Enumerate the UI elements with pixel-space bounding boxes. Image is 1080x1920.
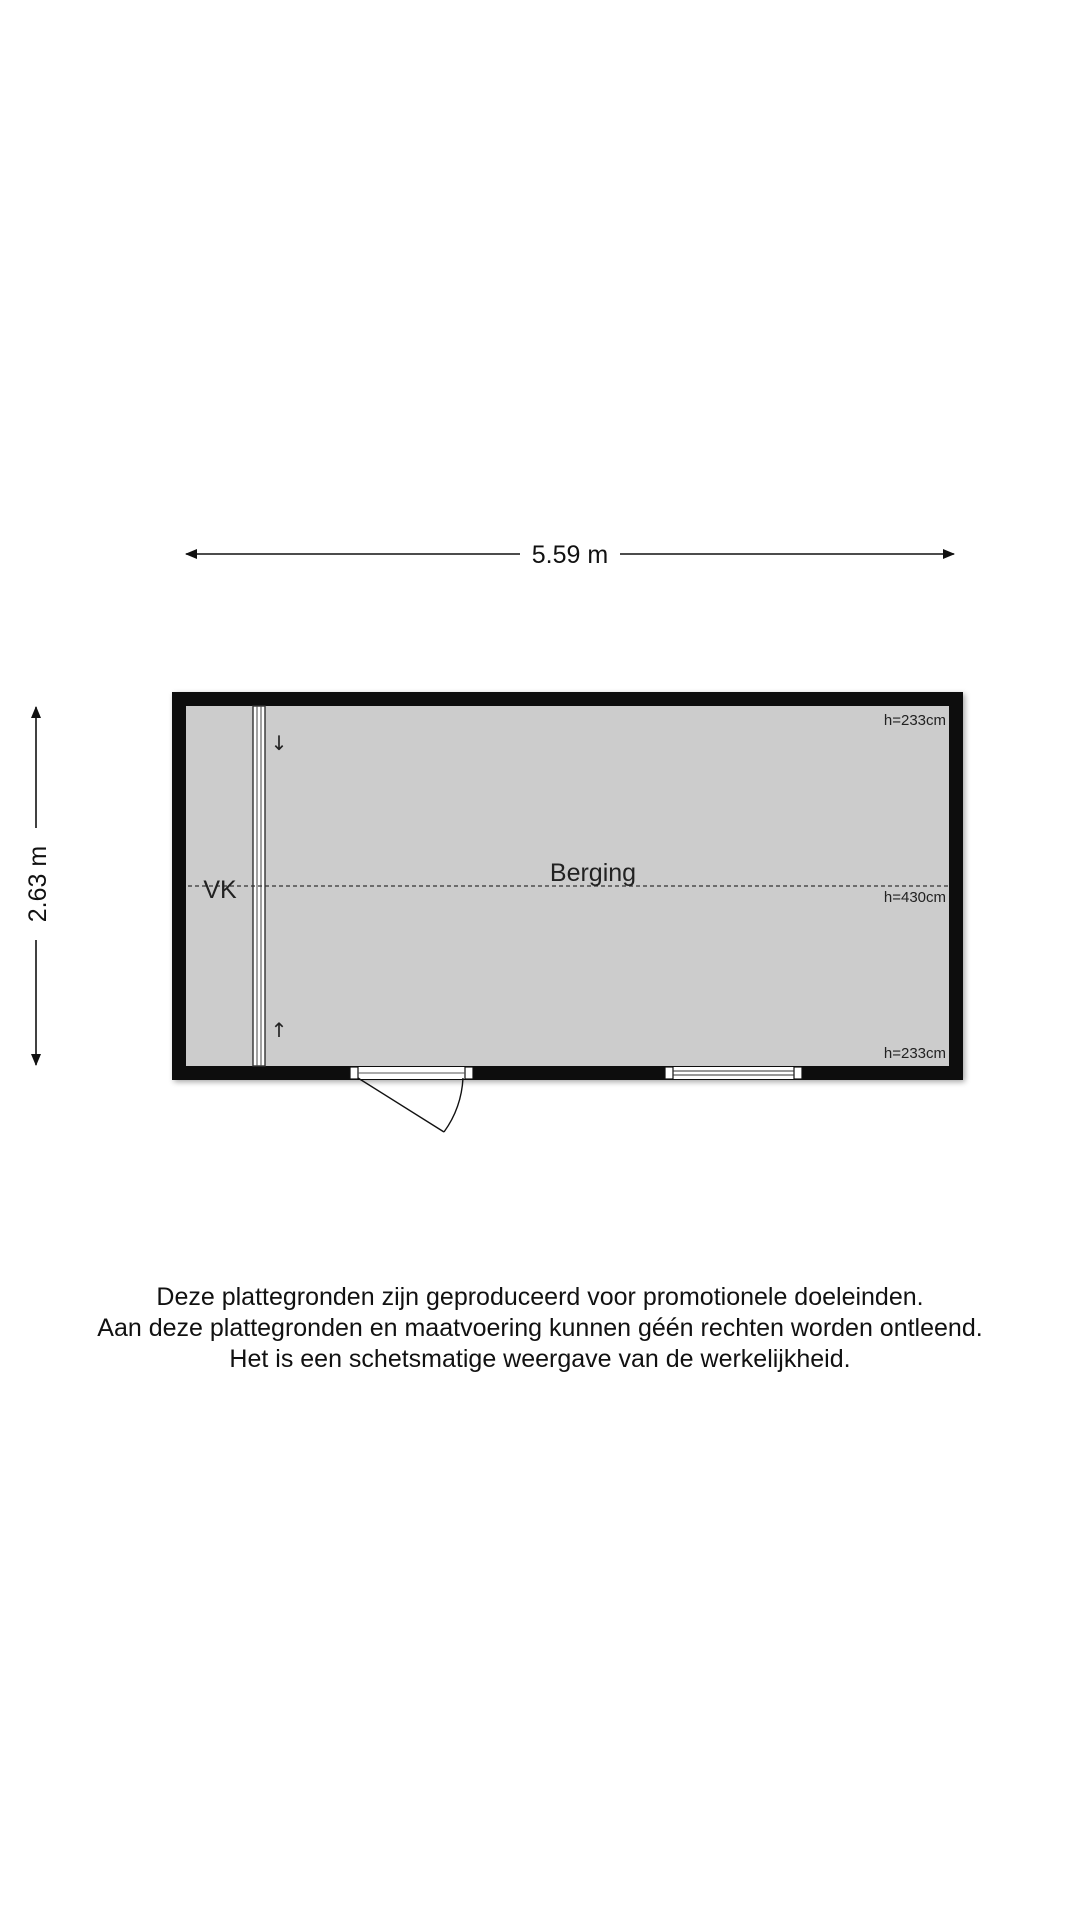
ceiling-height-top: h=233cm (883, 712, 946, 729)
window-jamb-left (665, 1067, 673, 1079)
door-jamb-left (350, 1067, 358, 1079)
width-dimension-label: 5.59 m (531, 541, 609, 569)
door (350, 1067, 473, 1132)
width-dimension (186, 541, 954, 569)
door-jamb-right (465, 1067, 473, 1079)
disclaimer-line-2: Aan deze plattegronden en maatvoering kunnen géén rechten worden ontleend. (97, 1314, 983, 1342)
door-leaf (358, 1078, 444, 1132)
room-label-berging: Berging (549, 859, 637, 887)
door-swing-arc (444, 1078, 463, 1132)
window (665, 1067, 802, 1079)
disclaimer-line-3: Het is een schetsmatige weergave van de werkelijkheid. (229, 1345, 851, 1373)
height-dimension-label: 2.63 m (24, 845, 52, 923)
disclaimer-text (40, 1282, 1040, 1375)
height-dimension (24, 707, 52, 1065)
ceiling-height-middle: h=430cm (883, 889, 946, 906)
disclaimer-line-1: Deze plattegronden zijn geproduceerd voor promotionele doeleinden. (156, 1283, 924, 1311)
ceiling-height-bottom: h=233cm (883, 1045, 946, 1062)
stair-arrow-down-icon: ↓ (270, 731, 288, 755)
stair-arrow-up-icon: ↑ (270, 1018, 288, 1042)
room-label-vk: VK (203, 876, 237, 904)
window-opening (671, 1067, 796, 1079)
window-jamb-right (794, 1067, 802, 1079)
